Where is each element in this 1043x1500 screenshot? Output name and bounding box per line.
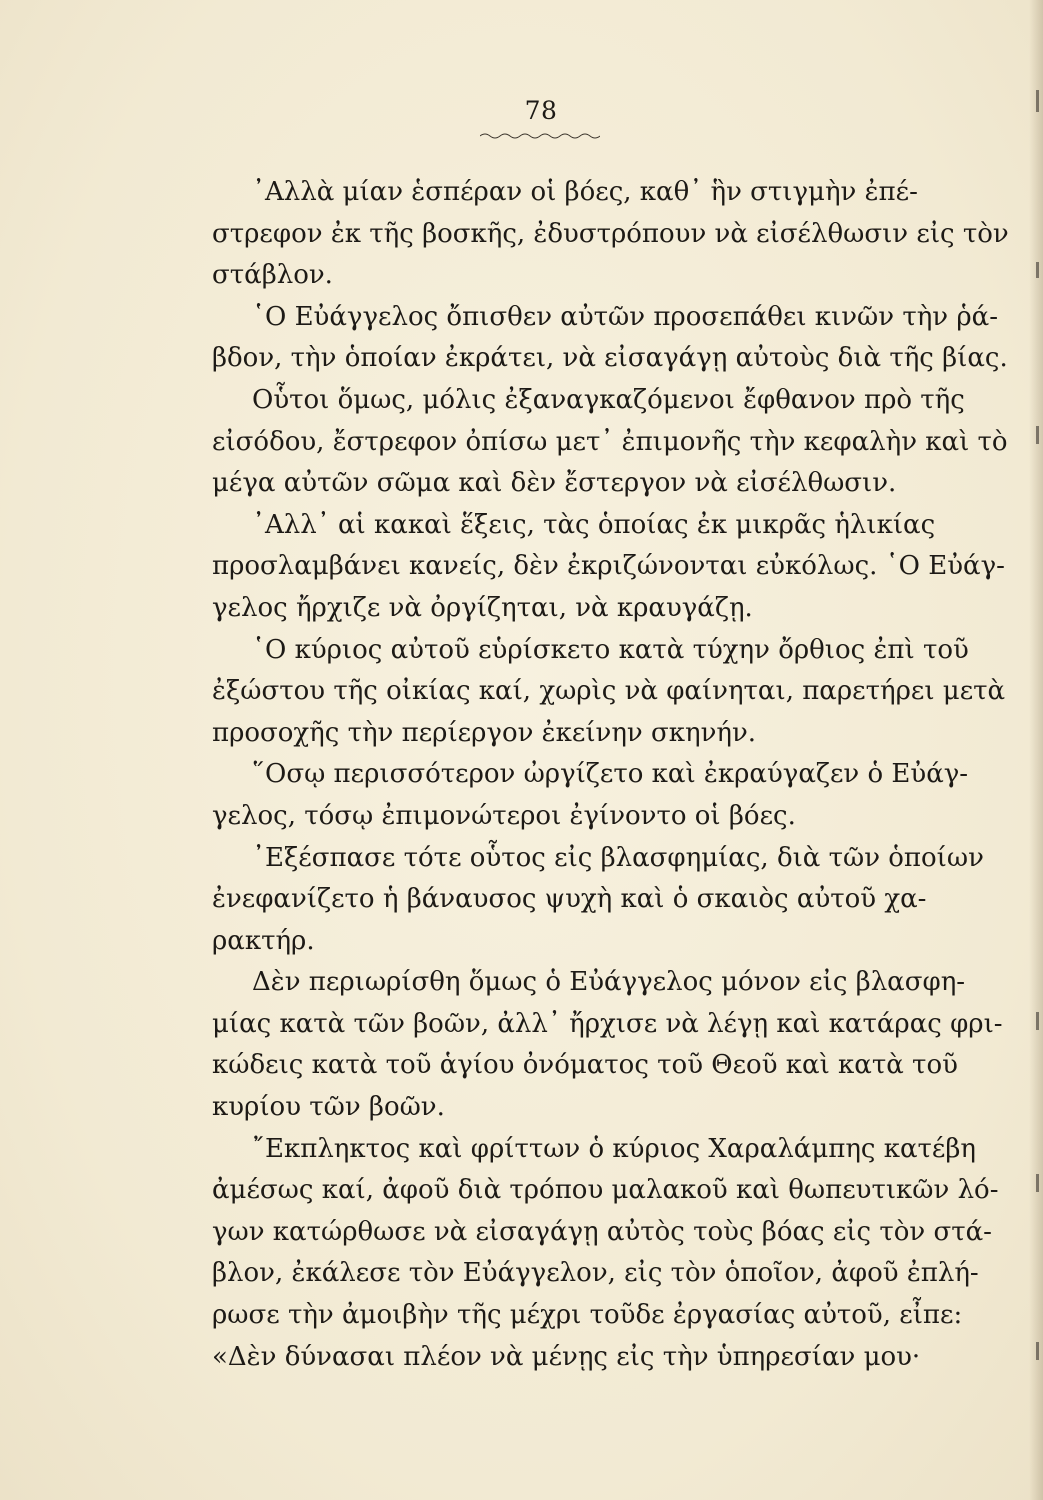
text-line: ῞Οσῳ περισσότερον ὠργίζετο καὶ ἐκραύγαζεν ὁ Εὐάγ- <box>252 759 969 790</box>
text-line: ῾Ο κύριος αὐτοῦ εὑρίσκετο κατὰ τύχην ὄρθιος ἐπὶ τοῦ <box>252 634 969 665</box>
margin-mark <box>1036 1174 1039 1192</box>
text-line: ᾿Αλλ᾿ αἱ κακαὶ ἕξεις, τὰς ὁποίας ἐκ μικρᾶς ἡλικίας <box>252 509 936 540</box>
text-line: μέγα αὐτῶν σῶμα καὶ δὲν ἔστεργον νὰ εἰσέλθωσιν. <box>212 468 897 499</box>
margin-mark <box>1036 426 1039 444</box>
text-line: ῎Εκπληκτος καὶ φρίττων ὁ κύριος Χαραλάμπης κατέβη <box>252 1133 977 1164</box>
margin-mark <box>1036 1012 1039 1030</box>
text-line: κυρίου τῶν βοῶν. <box>212 1092 445 1123</box>
text-line: βδον, τὴν ὁποίαν ἐκράτει, νὰ εἰσαγάγῃ αὐτοὺς διὰ τῆς βίας. <box>212 343 1008 374</box>
text-line: Οὗτοι ὅμως, μόλις ἐξαναγκαζόμενοι ἔφθανον πρὸ τῆς <box>252 384 965 415</box>
text-line: βλον, ἐκάλεσε τὸν Εὐάγγελον, εἰς τὸν ὁποῖον, ἀφοῦ ἐπλή- <box>212 1258 979 1289</box>
text-line: ᾿Αλλὰ μίαν ἑσπέραν οἱ βόες, καθ᾿ ἣν στιγμὴν ἐπέ- <box>252 177 918 207</box>
margin-mark <box>1036 90 1039 112</box>
text-line: ἀμέσως καί, ἀφοῦ διὰ τρόπου μαλακοῦ καὶ θωπευτικῶν λό- <box>212 1175 999 1206</box>
text-line: εἰσόδου, ἔστρεφον ὀπίσω μετ᾿ ἐπιμονῆς τὴν κεφαλὴν καὶ τὸ <box>212 426 1008 457</box>
text-line: γελος, τόσῳ ἐπιμονώτεροι ἐγίνοντο οἱ βόες. <box>212 800 796 831</box>
text-line: προσλαμβάνει κανείς, δὲν ἐκριζώνονται εὐκόλως. ῾Ο Εὐάγ- <box>212 551 1005 582</box>
text-line: ρωσε τὴν ἀμοιβὴν τῆς μέχρι τοῦδε ἐργασίας αὐτοῦ, εἶπε: <box>212 1300 963 1331</box>
text-line: προσοχῆς τὴν περίεργον ἐκείνην σκηνήν. <box>212 717 757 748</box>
text-line: γων κατώρθωσε νὰ εἰσαγάγῃ αὐτὸς τοὺς βόας εἰς τὸν στά- <box>212 1216 992 1247</box>
text-line: γελος ἤρχιζε νὰ ὀργίζηται, νὰ κραυγάζῃ. <box>212 592 753 623</box>
text-line: ᾿Εξέσπασε τότε οὗτος εἰς βλασφημίας, διὰ τῶν ὁποίων <box>252 842 984 873</box>
text-line: μίας κατὰ τῶν βοῶν, ἀλλ᾿ ἤρχισε νὰ λέγῃ καὶ κατάρας φρι- <box>212 1008 1003 1039</box>
text-line: στάβλον. <box>212 260 333 291</box>
text-line: κώδεις κατὰ τοῦ ἁγίου ὀνόματος τοῦ Θεοῦ καὶ κατὰ τοῦ <box>212 1050 958 1081</box>
text-line: «Δὲν δύνασαι πλέον νὰ μένῃς εἰς τὴν ὑπηρεσίαν μου· <box>212 1341 921 1372</box>
text-line: ρακτήρ. <box>212 925 315 956</box>
text-line: ἐξώστου τῆς οἰκίας καί, χωρὶς νὰ φαίνηται, παρετήρει μετὰ <box>212 676 1006 707</box>
margin-mark <box>1036 262 1039 278</box>
margin-mark <box>1036 1342 1039 1360</box>
text-line: στρεφον ἐκ τῆς βοσκῆς, ἐδυστρόπουν νὰ εἰσέλθωσιν εἰς τὸν <box>212 218 1009 249</box>
page-number: 78 <box>524 96 558 125</box>
body-text <box>212 172 1009 1378</box>
text-line: ἐνεφανίζετο ἡ βάναυσος ψυχὴ καὶ ὁ σκαιὸς αὐτοῦ χα- <box>212 884 927 915</box>
text-line: Δὲν περιωρίσθη ὅμως ὁ Εὐάγγελος μόνον εἰς βλασφη- <box>252 967 966 998</box>
page-number-ornament <box>480 130 600 140</box>
text-line: ῾Ο Εὐάγγελος ὄπισθεν αὐτῶν προσεπάθει κινῶν τὴν ῥά- <box>252 301 998 332</box>
page-edge-shadow <box>1029 0 1043 1500</box>
